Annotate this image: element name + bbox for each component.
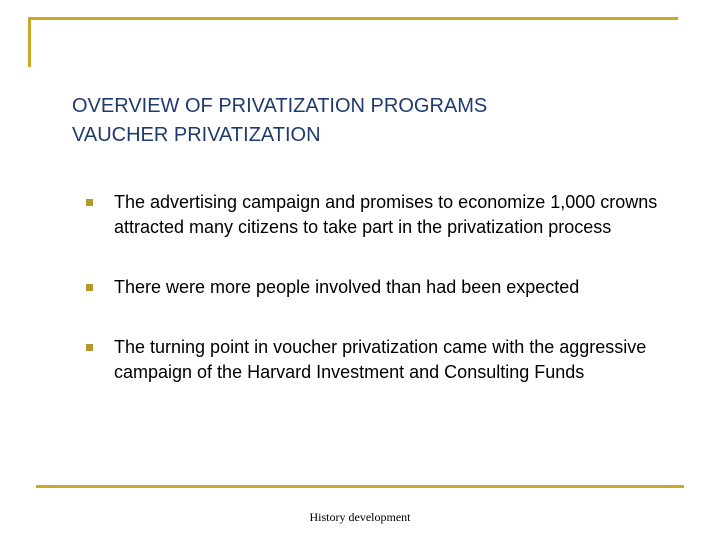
footer-divider [36,485,684,488]
square-bullet-icon [86,344,93,351]
slide-title [72,92,672,150]
bullet-text: The advertising campaign and promises to economize 1,000 crowns attracted many citizens to take part in the privatization process [114,192,658,237]
bullet-item [86,190,686,240]
left-frame-line [28,17,31,67]
bullet-list [86,190,686,385]
top-frame-line [30,17,678,20]
bullet-item [86,275,686,300]
bullet-text: There were more people involved than had been expected [114,277,580,297]
square-bullet-icon [86,199,93,206]
square-bullet-icon [86,284,93,291]
bullet-item [86,335,686,385]
title-line-2: VAUCHER PRIVATIZATION [72,124,321,146]
bullet-text: The turning point in voucher privatization came with the aggressive campaign of the Harvard Investment and Consulting Funds [114,337,647,382]
title-line-1: OVERVIEW OF PRIVATIZATION PROGRAMS [72,95,488,117]
footer-text: History development [309,510,411,524]
